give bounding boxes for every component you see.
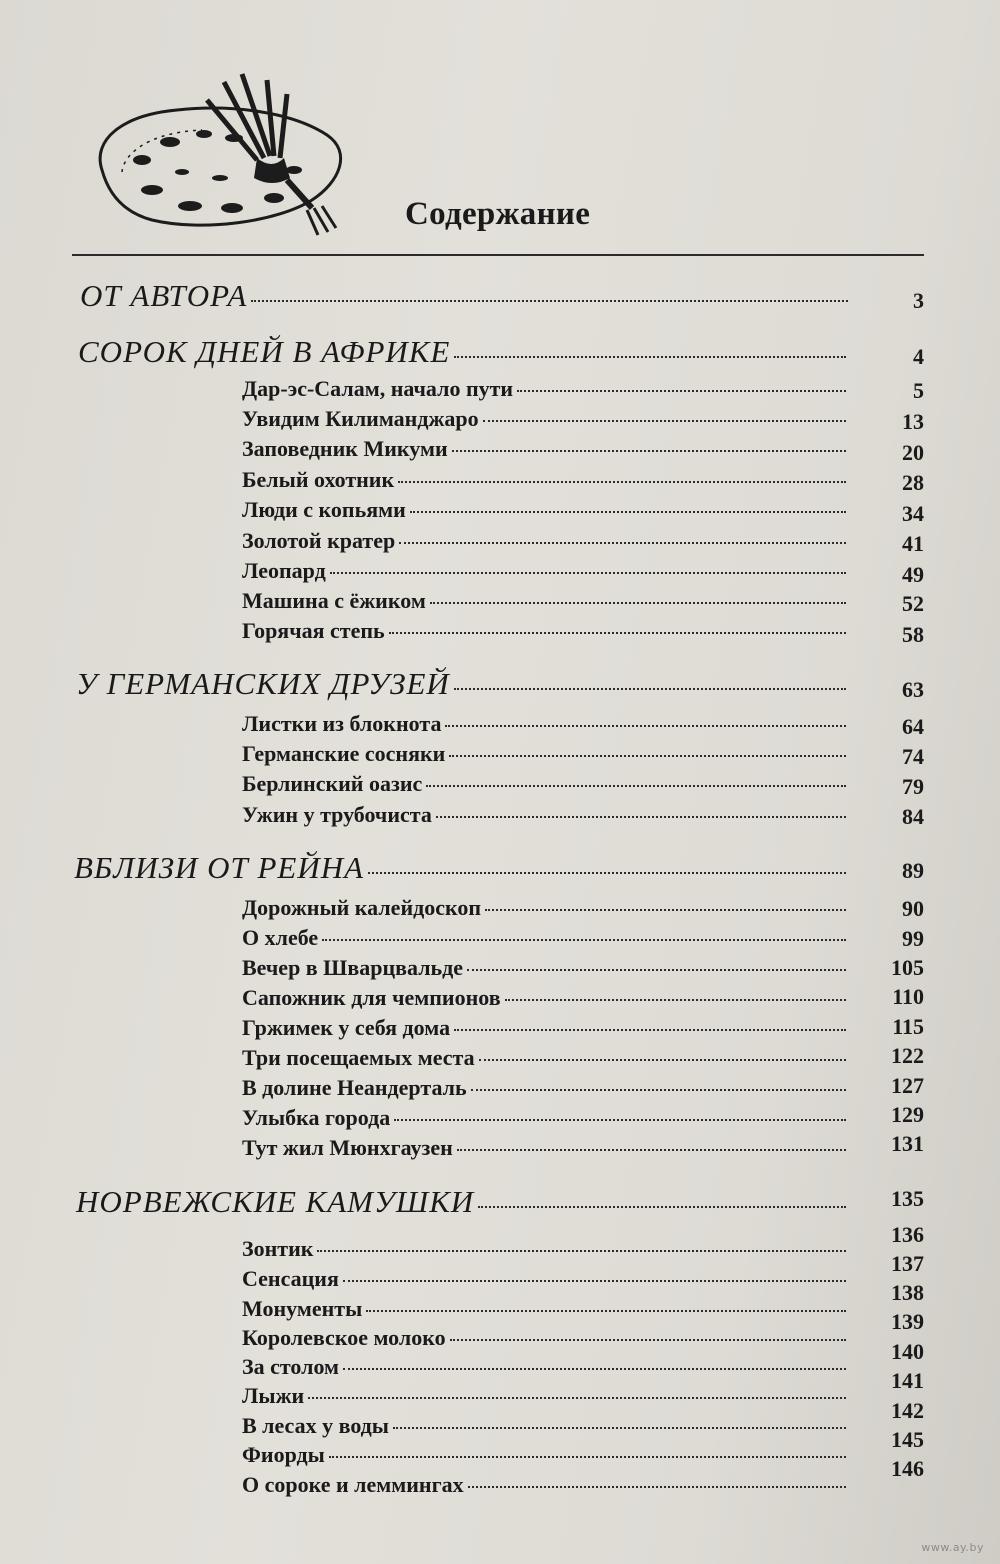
chapter-page-number: 115 [892,1014,924,1039]
chapter-page-number: 99 [902,926,924,951]
toc-chapter: Горячая степь [242,618,846,644]
chapter-page-number: 34 [902,501,924,526]
toc-chapter: Ужин у трубочиста [242,802,846,828]
toc-chapter: Гржимек у себя дома [242,1015,846,1041]
chapter-page-number: 28 [902,470,924,495]
title-rule [72,254,924,256]
watermark: www.ay.by [921,1541,984,1554]
section-title: ОТ АВТОРА [80,278,248,313]
leader-dots [454,688,846,690]
toc-chapter: За столом [242,1354,846,1380]
chapter-page-number: 5 [913,378,924,403]
toc-chapter: Увидим Килиманджаро [242,406,846,432]
chapter-page-number: 110 [892,984,924,1009]
chapter-page-number: 142 [891,1398,924,1423]
toc-chapter: Сенсация [242,1266,846,1292]
toc-chapter: Берлинский оазис [242,771,846,797]
toc-section [76,666,846,702]
chapter-page-number: 127 [891,1073,924,1098]
toc-chapter: Королевское молоко [242,1325,846,1351]
chapter-page-number: 52 [902,591,924,616]
toc-chapter: О хлебе [242,925,846,951]
section-title: У ГЕРМАНСКИХ ДРУЗЕЙ [76,666,450,701]
toc-chapter: Германские сосняки [242,741,846,767]
toc-chapter: Лыжи [242,1383,846,1409]
chapter-page-number: 122 [891,1043,924,1068]
toc-chapter: Три посещаемых места [242,1045,846,1071]
toc-chapter: О сороке и леммингах [242,1472,846,1498]
toc-section [80,278,848,314]
toc-chapter: Сапожник для чемпионов [242,985,846,1011]
chapter-page-number: 64 [902,714,924,739]
chapter-page-number: 145 [891,1427,924,1452]
toc-section [74,850,846,886]
toc-chapter: Монументы [242,1296,846,1322]
toc-chapter: Вечер в Шварцвальде [242,955,846,981]
toc-chapter: Улыбка города [242,1105,846,1131]
leader-dots [454,356,846,358]
section-page-number: 89 [902,858,924,883]
page-title: Содержание [405,196,591,232]
chapter-page-number: 79 [902,774,924,799]
section-title: НОРВЕЖСКИЕ КАМУШКИ [76,1184,475,1219]
section-page-number: 63 [902,677,924,702]
chapter-page-number: 49 [902,562,924,587]
toc-chapter: Машина с ёжиком [242,588,846,614]
section-title: СОРОК ДНЕЙ В АФРИКЕ [78,334,451,369]
chapter-page-number: 140 [891,1339,924,1364]
section-page-number: 3 [913,288,924,313]
toc-chapter: Белый охотник [242,467,846,493]
chapter-page-number: 41 [902,531,924,556]
toc-section [78,334,846,370]
toc-chapter: Листки из блокнота [242,711,846,737]
leader-dots [251,300,848,302]
toc-section [76,1184,846,1220]
toc-chapter: Тут жил Мюнхгаузен [242,1135,846,1161]
leader-dots [478,1206,846,1208]
chapter-page-number: 137 [891,1251,924,1276]
toc-chapter: В лесах у воды [242,1413,846,1439]
chapter-page-number: 146 [891,1456,924,1481]
leader-dots [368,872,846,874]
section-page-number: 135 [891,1186,924,1211]
chapter-page-number: 105 [891,955,924,980]
chapter-page-number: 84 [902,804,924,829]
chapter-page-number: 138 [891,1280,924,1305]
toc-chapter: В долине Неандерталь [242,1075,846,1101]
chapter-page-number: 136 [891,1222,924,1247]
toc-chapter: Зонтик [242,1236,846,1262]
chapter-page-number: 131 [891,1131,924,1156]
chapter-page-number: 58 [902,622,924,647]
toc-chapter: Люди с копьями [242,497,846,523]
chapter-page-number: 90 [902,896,924,921]
palette-brushes-icon [82,60,362,240]
chapter-page-number: 129 [891,1102,924,1127]
toc-chapter: Леопард [242,558,846,584]
chapter-page-number: 141 [891,1368,924,1393]
chapter-page-number: 74 [902,744,924,769]
toc-chapter: Дорожный калейдоскоп [242,895,846,921]
toc-chapter: Золотой кратер [242,528,846,554]
chapter-page-number: 20 [902,440,924,465]
toc-chapter: Фиорды [242,1442,846,1468]
chapter-page-number: 13 [902,409,924,434]
section-title: ВБЛИЗИ ОТ РЕЙНА [74,850,365,885]
toc-chapter: Дар-эс-Салам, начало пути [242,376,846,402]
section-page-number: 4 [913,344,924,369]
chapter-page-number: 139 [891,1309,924,1334]
toc-chapter: Заповедник Микуми [242,436,846,462]
